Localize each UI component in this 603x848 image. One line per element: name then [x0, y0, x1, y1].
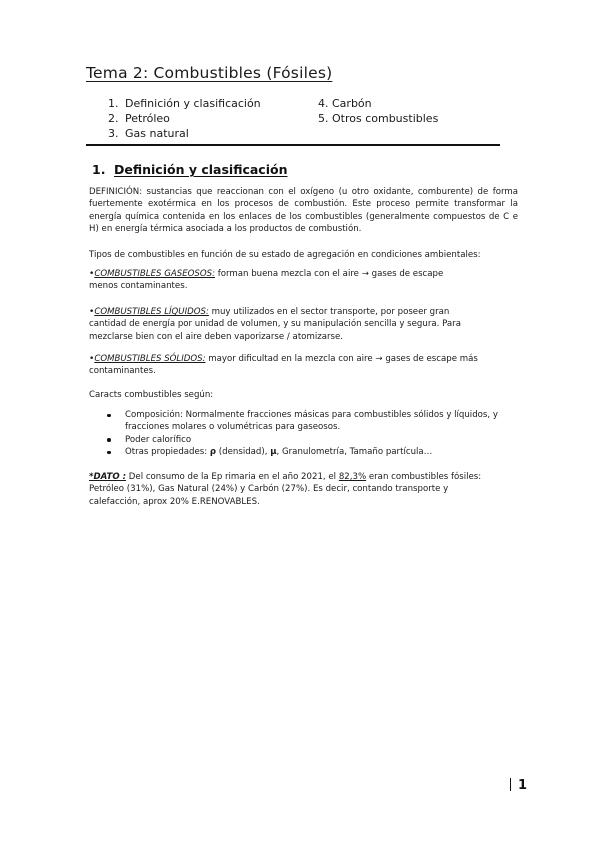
type-text: forman buena mezcla con el aire → gases de escape [214, 269, 444, 279]
list-item [125, 446, 518, 458]
toc-item-number: 2. [108, 112, 119, 125]
mu-symbol: μ [270, 447, 277, 458]
section-label: Definición y clasificación [114, 162, 288, 177]
toc-item-number: 5. [318, 112, 329, 125]
toc-item-label: Definición y clasificación [125, 97, 261, 110]
caracts-list [89, 409, 518, 459]
toc-item-number: 1. [108, 97, 119, 110]
rho-symbol: ρ [209, 447, 217, 458]
dato-label: *DATO : [89, 472, 127, 482]
page-title: Tema 2: Combustibles (Fósiles) [86, 64, 333, 82]
definition-paragraph: DEFINICIÓN: sustancias que reaccionan con el oxígeno (u otro oxidante, comburente) de forma fuertemente exotérmica en los procesos de combustión. Este proceso permite transformar la energía química contenida en los enlaces de los combustibles (generalmente compuestos de C e H) en energía térmica asociada a los productos de combustión. [89, 187, 518, 235]
footer-separator [510, 778, 511, 791]
type-gaseous [89, 268, 518, 293]
toc-item-number: 3. [108, 127, 119, 140]
toc-item-number: 4. [318, 97, 329, 110]
dato-text: eran combustibles fósiles: [366, 472, 482, 482]
toc-item-label: Gas natural [125, 127, 189, 140]
type-liquid [89, 306, 518, 343]
toc-column-right [318, 96, 438, 126]
list-item [125, 434, 518, 446]
type-text: muy utilizados en el sector transporte, por poseer gran [208, 307, 450, 317]
list-item-text: Composición: Normalmente fracciones másicas para combustibles sólidos y líquidos, y [125, 410, 498, 420]
dato-text: calefacción, aprox 20% E.RENOVABLES. [89, 496, 260, 507]
type-text: mayor dificultad en la mezcla con aire → gases de escape más [205, 354, 478, 364]
bullet-icon: • [89, 307, 95, 317]
toc-item-label: Otros combustibles [332, 112, 439, 125]
type-label: COMBUSTIBLES SÓLIDOS: [94, 354, 206, 364]
type-text: contaminantes. [89, 366, 156, 377]
dato-highlight: 82,3% [338, 472, 367, 482]
dato-text: Del consumo de la Ep rimaria en el año 2021, el [126, 472, 339, 482]
page-number: 1 [518, 778, 528, 793]
list-item-text: fracciones molares o volumétricas para gaseosos. [125, 422, 341, 433]
list-item-text: (densidad), [216, 447, 271, 458]
list-item-text: Otras propiedades: [125, 447, 210, 458]
section-heading [92, 162, 287, 177]
toc-item [108, 96, 261, 111]
bullet-icon: • [89, 354, 95, 364]
type-text: mezclarse bien con el aire deben vaporizarse / atomizarse. [89, 331, 344, 342]
type-text: cantidad de energía por unidad de volumen, y su manipulación sencilla y segura. Para [89, 319, 461, 330]
dato-text: Petróleo (31%), Gas Natural (24%) y Carbón (27%). Es decir, contando transporte y [89, 484, 449, 495]
toc-item [318, 96, 438, 111]
section-number: 1. [92, 162, 106, 177]
toc-column-left [108, 96, 261, 141]
list-item-text: Poder calorífico [125, 434, 192, 445]
toc-item [108, 111, 261, 126]
toc-item-label: Carbón [332, 97, 372, 110]
type-label: COMBUSTIBLES LÍQUIDOS: [94, 307, 209, 317]
dato-paragraph [89, 471, 518, 508]
bullet-icon: • [89, 269, 95, 279]
caracts-intro: Caracts combustibles según: [89, 390, 214, 400]
toc-item [108, 126, 261, 141]
page-footer [510, 778, 527, 793]
toc-item [318, 111, 438, 126]
type-solid [89, 353, 518, 378]
list-item-text: , Granulometría, Tamaño partícula… [276, 447, 433, 458]
list-item [125, 409, 518, 434]
type-label: COMBUSTIBLES GASEOSOS: [94, 269, 215, 279]
toc-item-label: Petróleo [125, 112, 170, 125]
horizontal-divider [86, 144, 500, 146]
type-text: menos contaminantes. [89, 281, 188, 292]
types-intro: Tipos de combustibles en función de su estado de agregación en condiciones ambientales: [89, 250, 481, 260]
